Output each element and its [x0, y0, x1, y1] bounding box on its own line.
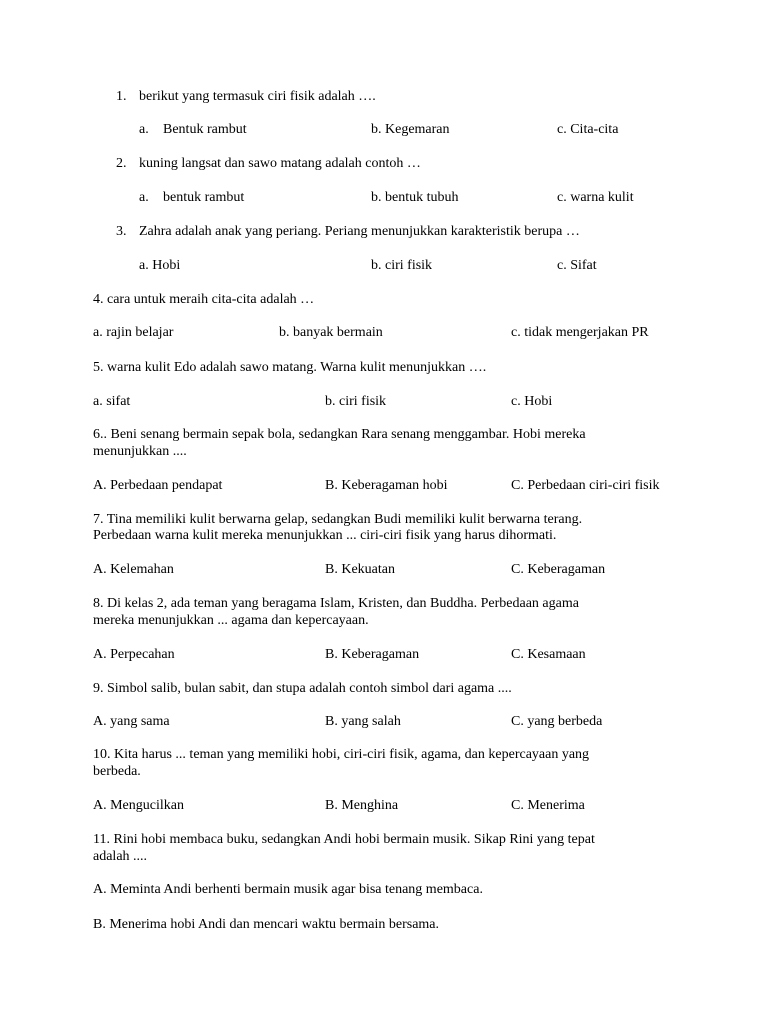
option-text: C. Kesamaan: [511, 647, 586, 662]
option-text: A. Perbedaan pendapat: [93, 478, 223, 493]
option-text: b. banyak bermain: [279, 325, 383, 340]
question-text: 5. warna kulit Edo adalah sawo matang. Warna kulit menunjukkan ….: [93, 360, 487, 375]
option-letter: a.: [139, 122, 149, 137]
question-number: 1.: [116, 89, 127, 104]
question-text: adalah ....: [93, 849, 148, 864]
option-text: c. Sifat: [557, 258, 597, 273]
option-text: b. ciri fisik: [371, 258, 433, 273]
question-text: 11. Rini hobi membaca buku, sedangkan Andi hobi bermain musik. Sikap Rini yang tepat: [93, 832, 595, 847]
question-text: Zahra adalah anak yang periang. Periang menunjukkan karakteristik berupa …: [139, 224, 580, 239]
option-text: A. Meminta Andi berhenti bermain musik agar bisa tenang membaca.: [93, 882, 483, 897]
option-text: B. Menghina: [325, 798, 399, 813]
option-text: A. Kelemahan: [93, 562, 174, 577]
question-text: 8. Di kelas 2, ada teman yang beragama Islam, Kristen, dan Buddha. Perbedaan agama: [93, 596, 579, 611]
option-text: b. ciri fisik: [325, 394, 387, 409]
option-letter: a.: [139, 190, 149, 205]
question-text: Perbedaan warna kulit mereka menunjukkan ... ciri-ciri fisik yang harus dihormati.: [93, 528, 557, 543]
question-text: 7. Tina memiliki kulit berwarna gelap, sedangkan Budi memiliki kulit berwarna terang.: [93, 512, 583, 527]
option-text: Bentuk rambut: [163, 122, 247, 137]
question-text: berikut yang termasuk ciri fisik adalah ….: [139, 89, 376, 104]
option-text: c. tidak mengerjakan PR: [511, 325, 649, 340]
question-number: 3.: [116, 224, 127, 239]
option-text: B. Keberagaman: [325, 647, 420, 662]
question-text: 10. Kita harus ... teman yang memiliki hobi, ciri-ciri fisik, agama, dan kepercayaan yang: [93, 747, 590, 762]
option-text: c. Cita-cita: [557, 122, 619, 137]
question-text: 4. cara untuk meraih cita-cita adalah …: [93, 292, 315, 307]
option-text: A. yang sama: [93, 714, 170, 729]
question-text: 6.. Beni senang bermain sepak bola, sedangkan Rara senang menggambar. Hobi mereka: [93, 427, 586, 442]
option-text: C. Keberagaman: [511, 562, 606, 577]
question-text: berbeda.: [93, 764, 141, 779]
option-text: b. bentuk tubuh: [371, 190, 459, 205]
option-text: C. Perbedaan ciri-ciri fisik: [511, 478, 660, 493]
question-number: 2.: [116, 156, 127, 171]
option-text: c. warna kulit: [557, 190, 634, 205]
option-text: a. Hobi: [139, 258, 181, 273]
option-text: C. yang berbeda: [511, 714, 603, 729]
question-text: kuning langsat dan sawo matang adalah contoh …: [139, 156, 421, 171]
option-text: B. Keberagaman hobi: [325, 478, 448, 493]
option-text: C. Menerima: [511, 798, 585, 813]
option-text: B. yang salah: [325, 714, 401, 729]
option-text: c. Hobi: [511, 394, 553, 409]
question-text: menunjukkan ....: [93, 444, 187, 459]
option-text: a. rajin belajar: [93, 325, 174, 340]
option-text: B. Kekuatan: [325, 562, 395, 577]
option-text: a. sifat: [93, 394, 131, 409]
option-text: B. Menerima hobi Andi dan mencari waktu bermain bersama.: [93, 917, 440, 932]
option-text: bentuk rambut: [163, 190, 245, 205]
option-text: b. Kegemaran: [371, 122, 450, 137]
question-text: mereka menunjukkan ... agama dan kepercayaan.: [93, 613, 369, 628]
question-text: 9. Simbol salib, bulan sabit, dan stupa adalah contoh simbol dari agama ....: [93, 681, 512, 696]
option-text: A. Perpecahan: [93, 647, 175, 662]
option-text: A. Mengucilkan: [93, 798, 184, 813]
